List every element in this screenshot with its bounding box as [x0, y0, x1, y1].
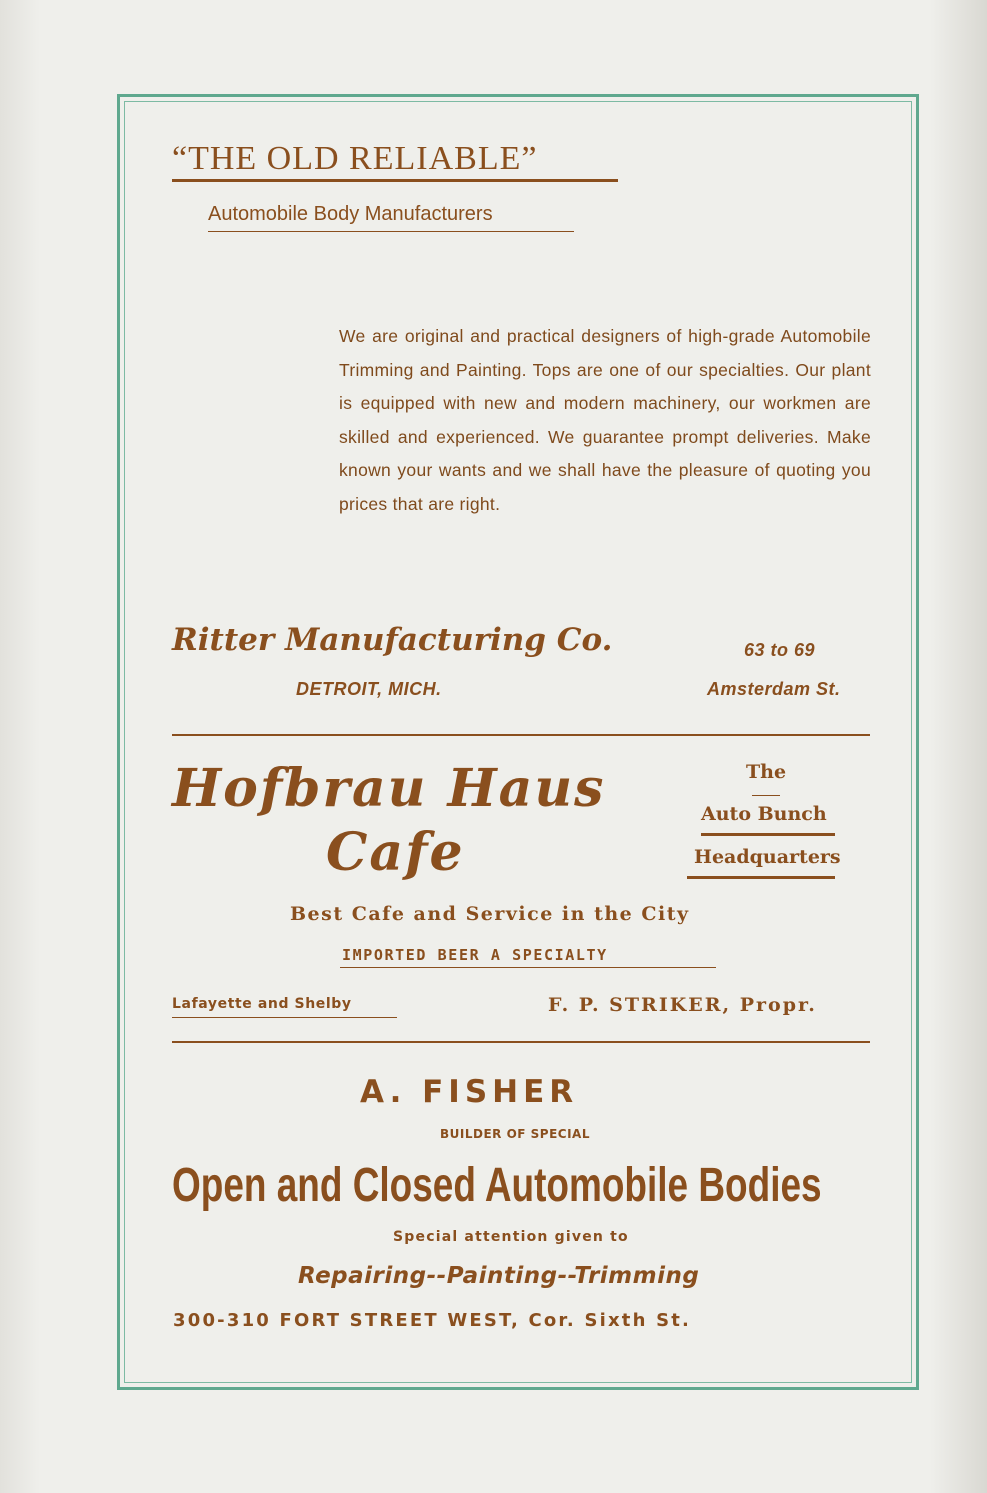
hofbrau-proprietor: F. P. STRIKER, Propr. — [548, 994, 817, 1016]
hofbrau-specialty: IMPORTED BEER A SPECIALTY — [342, 946, 608, 964]
fisher-address: 300-310 FORT STREET WEST, Cor. Sixth St. — [173, 1310, 692, 1331]
hofbrau-side-headquarters: Headquarters — [694, 846, 841, 868]
section-divider-2 — [172, 1041, 870, 1043]
hofbrau-side-the: The — [746, 761, 787, 783]
hofbrau-side-rule-2 — [687, 876, 835, 879]
fisher-name: A. FISHER — [360, 1074, 579, 1110]
hofbrau-name-line1: Hofbrau Haus — [172, 758, 606, 819]
ritter-address-line1: 63 to 69 — [744, 640, 816, 660]
ritter-headline: “THE OLD RELIABLE” — [172, 140, 538, 177]
fisher-headline: Open and Closed Automobile Bodies — [172, 1159, 822, 1212]
ritter-subline-underline — [208, 231, 574, 232]
ritter-city: DETROIT, MICH. — [296, 679, 442, 699]
hofbrau-side-rule-1 — [701, 833, 835, 836]
fisher-builder-line: BUILDER OF SPECIAL — [440, 1127, 590, 1141]
ritter-headline-underline — [172, 179, 618, 182]
fisher-services: Repairing--Painting--Trimming — [298, 1263, 700, 1289]
fisher-attention-line: Special attention given to — [393, 1229, 629, 1245]
ritter-company-name: Ritter Manufacturing Co. — [172, 622, 613, 658]
hofbrau-location: Lafayette and Shelby — [172, 996, 352, 1012]
section-divider-1 — [172, 734, 870, 736]
ritter-address-line2: Amsterdam St. — [707, 679, 841, 699]
hofbrau-tagline: Best Cafe and Service in the City — [290, 903, 690, 925]
hofbrau-location-underline — [172, 1017, 397, 1018]
hofbrau-name-line2: Cafe — [326, 822, 465, 883]
ritter-body-paragraph: We are original and practical designers of high-grade Automobile Trimming and Painting. Tops are one of our specialties. Our plant is equipped with new and modern machinery, our workmen are skilled and experienced. We guarantee prompt deliveries. Make known your wants and we shall have the pleasure of quoting you prices that are right. — [339, 326, 871, 514]
hofbrau-specialty-underline — [340, 967, 716, 968]
hofbrau-side-auto-bunch: Auto Bunch — [701, 803, 827, 825]
hofbrau-side-small-rule — [752, 795, 780, 796]
ritter-subline: Automobile Body Manufacturers — [208, 203, 493, 225]
